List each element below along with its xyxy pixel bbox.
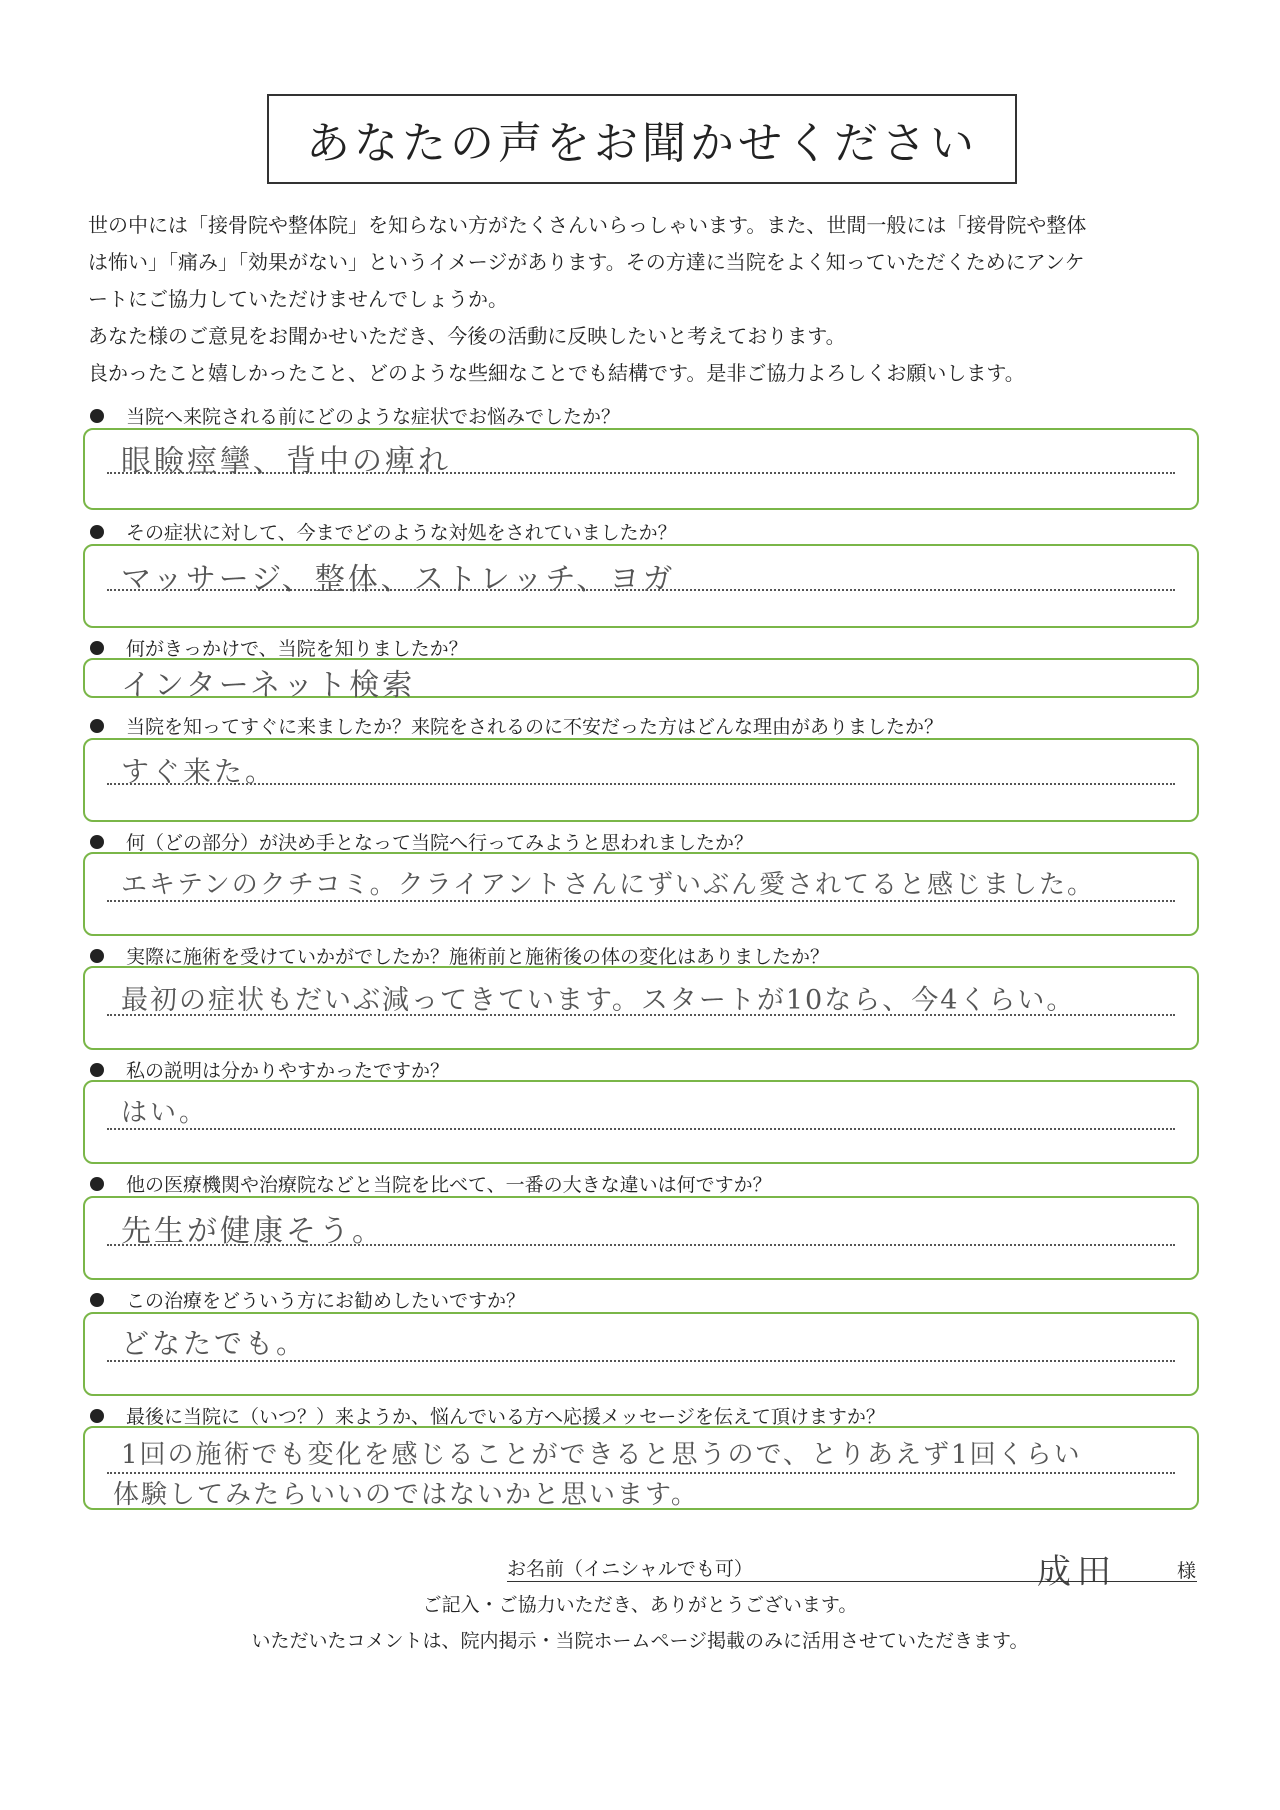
intro-text: [88, 207, 1208, 392]
question-text: 当院を知ってすぐに来ましたか？来院をされるのに不安だった方はどんな理由がありましたか？: [126, 716, 944, 738]
question-text: 実際に施術を受けていかがでしたか？施術前と施術後の体の変化はありましたか？: [126, 946, 830, 968]
survey-title-box: [267, 94, 1017, 184]
bullet-icon: [90, 719, 104, 733]
name-value: 成田: [1037, 1552, 1117, 1592]
answer-box-3: [83, 658, 1199, 703]
question-text: 他の医療機関や治療院などと当院を比べて、一番の大きな違いは何ですか？: [126, 1174, 772, 1196]
answer-text: 先生が健康そう。: [121, 1214, 385, 1249]
answer-box-6: [83, 966, 1199, 1050]
dotted-line: [107, 472, 1175, 474]
dotted-line: [107, 900, 1175, 902]
intro-line: ートにご協力していただけませんでしょうか。: [88, 287, 508, 311]
dotted-line: [107, 1014, 1175, 1016]
answer-text: すぐ来た。: [121, 755, 277, 788]
footer-notice: いただいたコメントは、院内掲示・当院ホームページ掲載のみに活用させていただきます。: [251, 1630, 1029, 1652]
intro-line: は怖い」「痛み」「効果がない」というイメージがあります。その方達に当院をよく知っていただくためにアンケ: [88, 250, 1085, 274]
answer-text: 眼瞼痙攣、背中の痺れ: [121, 444, 451, 479]
question-10: [90, 1402, 885, 1429]
bullet-icon: [90, 1177, 104, 1191]
bullet-icon: [90, 641, 104, 655]
dotted-line: [107, 783, 1175, 785]
bullet-icon: [90, 1293, 104, 1307]
intro-line: あなた様のご意見をお聞かせいただき、今後の活動に反映したいと考えております。: [88, 324, 846, 348]
question-text: 私の説明は分かりやすかったですか？: [126, 1060, 450, 1082]
answer-text: 最初の症状もだいぶ減ってきています。スタートが10なら、今4くらい。: [121, 985, 1076, 1016]
answer-text: インターネット検索: [121, 668, 416, 703]
question-text: 何（どの部分）が決め手となって当院へ行ってみようと思われましたか？: [126, 832, 754, 854]
bullet-icon: [90, 835, 104, 849]
bullet-icon: [90, 409, 104, 423]
answer-text: どなたでも。: [121, 1327, 308, 1360]
bullet-icon: [90, 1409, 104, 1423]
intro-line: 良かったこと嬉しかったこと、どのような些細なことでも結構です。是非ご協力よろしくお願いします。: [88, 361, 1025, 385]
question-5: [90, 828, 753, 855]
honorific: 様: [1177, 1560, 1197, 1582]
dotted-line: [107, 1244, 1175, 1246]
answer-box-7: [83, 1080, 1199, 1164]
answer-text: 1回の施術でも変化を感じることができると思うので、とりあえず1回くらい: [121, 1440, 1082, 1470]
answer-text: エキテンのクチコミ。クライアントさんにずいぶん愛されてると感じました。: [121, 870, 1096, 900]
name-label: お名前（イニシャルでも可）: [507, 1558, 753, 1580]
question-1: [90, 402, 620, 429]
answer-box-5: [83, 852, 1199, 936]
question-text: 何がきっかけで、当院を知りましたか？: [126, 638, 468, 660]
question-6: [90, 942, 829, 969]
answer-box-10: [83, 1426, 1199, 1510]
answer-text: はい。: [121, 1098, 209, 1128]
question-text: 最後に当院に（いつ？）来ようか、悩んでいる方へ応援メッセージを伝えて頂けますか？: [126, 1406, 885, 1428]
question-text: その症状に対して、今までどのような対処をされていましたか？: [126, 522, 677, 544]
bullet-icon: [90, 1063, 104, 1077]
question-7: [90, 1056, 449, 1083]
dotted-line: [107, 1128, 1175, 1130]
signature-underline: [507, 1581, 1197, 1582]
bullet-icon: [90, 525, 104, 539]
answer-box-9: [83, 1312, 1199, 1396]
question-text: この治療をどういう方にお勧めしたいですか？: [126, 1290, 526, 1312]
survey-title: あなたの声をお聞かせください: [306, 118, 978, 169]
question-8: [90, 1170, 772, 1197]
dotted-line: [107, 1360, 1175, 1362]
question-text: 当院へ来院される前にどのような症状でお悩みでしたか？: [126, 406, 621, 428]
answer-box-8: [83, 1196, 1199, 1280]
question-3: [90, 634, 468, 661]
footer-thanks: ご記入・ご協力いただき、ありがとうございます。: [422, 1594, 858, 1616]
question-4: [90, 712, 943, 739]
bullet-icon: [90, 949, 104, 963]
answer-box-4: [83, 738, 1199, 822]
signature-row: [0, 1546, 1280, 1592]
question-2: [90, 518, 677, 545]
dotted-line: [107, 589, 1175, 591]
answer-box-1: [83, 428, 1199, 510]
question-9: [90, 1286, 525, 1313]
answer-text: マッサージ、整体、ストレッチ、ヨガ: [121, 562, 676, 597]
intro-line: 世の中には「接骨院や整体院」を知らない方がたくさんいらっしゃいます。また、世間一般には「接骨院や整体: [88, 213, 1087, 237]
answer-text: 体験してみたらいいのではないかと思います。: [113, 1480, 699, 1510]
answer-box-2: [83, 544, 1199, 628]
